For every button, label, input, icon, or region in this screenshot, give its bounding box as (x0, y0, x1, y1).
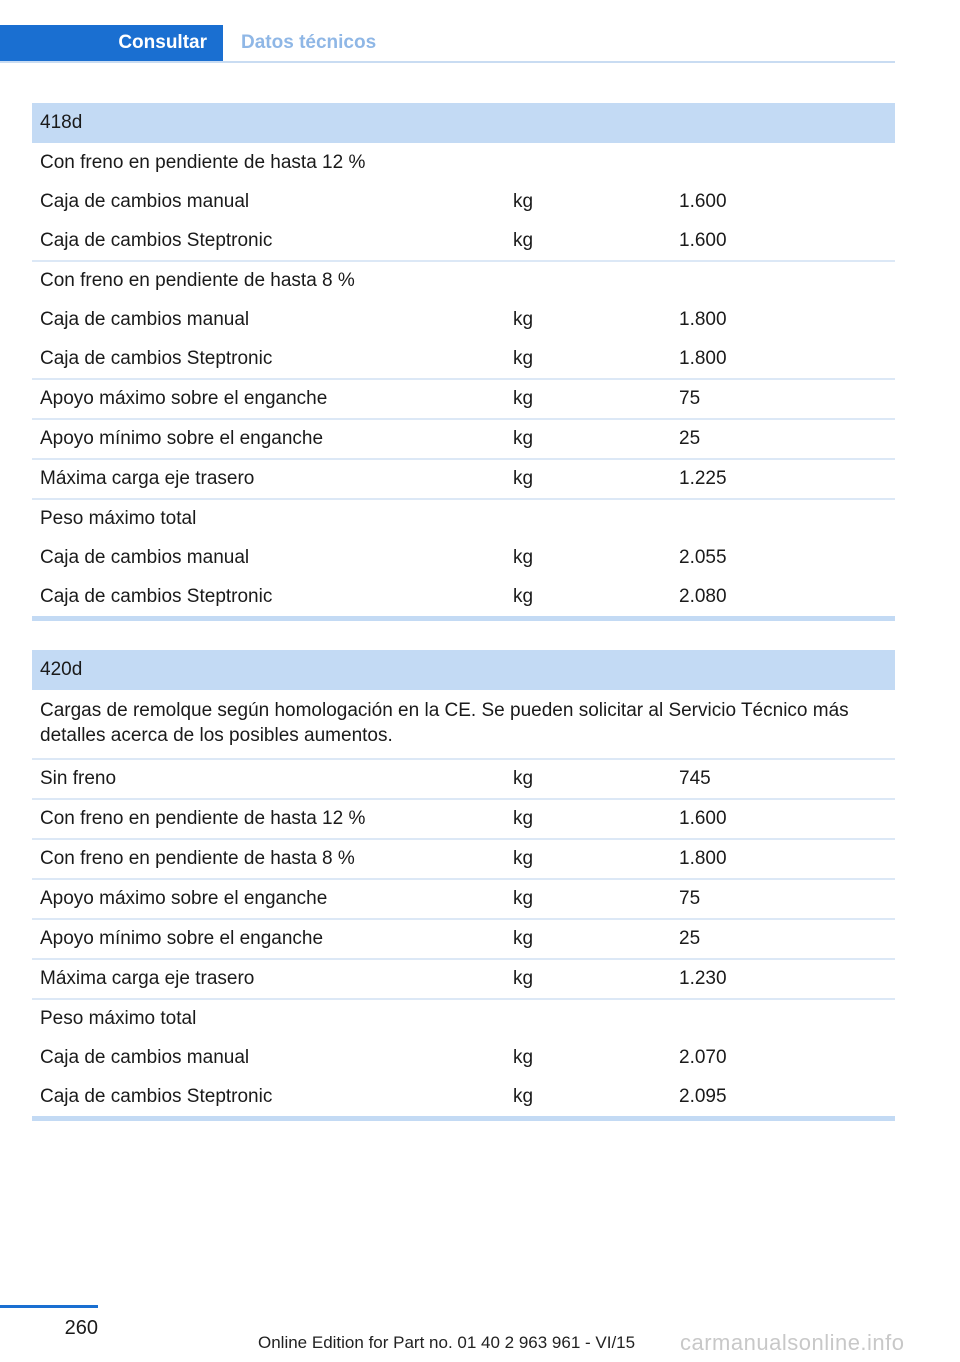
cell-unit: kg (513, 347, 534, 369)
cell-label: Con freno en pendiente de hasta 12 % (40, 808, 366, 829)
cell-unit: kg (513, 546, 534, 568)
cell-label: Sin freno (40, 768, 117, 789)
cell-value: 75 (679, 888, 701, 909)
cell-label: Apoyo mínimo sobre el enganche (40, 928, 324, 949)
cell-unit: kg (513, 428, 534, 449)
table-end-bar (32, 616, 895, 621)
table-row (32, 1077, 895, 1116)
table-row (32, 958, 895, 998)
table-row (32, 378, 895, 418)
table-row (32, 878, 895, 918)
spec-table-420d (32, 650, 895, 1121)
cell-value: 2.080 (679, 585, 727, 607)
cell-unit: kg (513, 1085, 534, 1107)
table-row (32, 918, 895, 958)
table-row (32, 143, 895, 182)
footer-accent-line (0, 1305, 98, 1308)
cell-label: Caja de cambios manual (40, 308, 250, 330)
page-number: 260 (64, 1317, 98, 1339)
cell-unit: kg (513, 190, 534, 212)
table-row (32, 458, 895, 498)
table-row (32, 758, 895, 798)
cell-label: Caja de cambios manual (40, 1046, 250, 1068)
cell-value: 1.230 (679, 968, 727, 989)
cell-value: 25 (679, 428, 701, 449)
table-title: 418d (32, 103, 895, 143)
cell-value: 2.055 (679, 546, 727, 568)
cell-value: 2.070 (679, 1046, 727, 1068)
cell-unit: kg (513, 808, 534, 829)
cell-value: 1.600 (679, 229, 727, 251)
table-row (32, 182, 895, 221)
table-row (32, 221, 895, 260)
cell-label: Apoyo mínimo sobre el enganche (40, 428, 324, 449)
cell-value: 2.095 (679, 1085, 727, 1107)
cell-value: 75 (679, 388, 701, 409)
cell-label: Caja de cambios Steptronic (40, 347, 273, 369)
cell-label: Caja de cambios Steptronic (40, 585, 273, 607)
table-end-bar (32, 1116, 895, 1121)
cell-unit: kg (513, 768, 534, 789)
cell-label: Máxima carga eje trasero (40, 468, 255, 489)
table-note: Cargas de remolque según homologación en la CE. Se pueden solicitar al Servicio Técnico más detalles acerca de los posibles aumentos. (40, 700, 849, 746)
cell-label: Con freno en pendiente de hasta 12 % (40, 151, 366, 173)
cell-label: Peso máximo total (40, 1008, 197, 1029)
cell-value: 1.225 (679, 468, 727, 489)
watermark: carmanualsonline.info (680, 1330, 905, 1355)
cell-unit: kg (513, 308, 534, 330)
cell-label: Con freno en pendiente de hasta 8 % (40, 848, 355, 869)
tab-consultar[interactable]: Consultar (0, 25, 223, 61)
table-row (32, 538, 895, 577)
cell-label: Caja de cambios Steptronic (40, 1085, 273, 1107)
cell-label: Máxima carga eje trasero (40, 968, 255, 989)
cell-label: Caja de cambios Steptronic (40, 229, 273, 251)
cell-label: Caja de cambios manual (40, 190, 250, 212)
cell-value: 1.600 (679, 190, 727, 212)
cell-unit: kg (513, 928, 534, 949)
cell-unit: kg (513, 585, 534, 607)
cell-unit: kg (513, 229, 534, 251)
table-row (32, 498, 895, 538)
table-row (32, 838, 895, 878)
edition-note: Online Edition for Part no. 01 40 2 963 961 - VI/15 (258, 1333, 636, 1352)
table-row (32, 577, 895, 616)
cell-value: 1.800 (679, 848, 727, 869)
table-row (32, 998, 895, 1038)
table-row (32, 1038, 895, 1077)
page-header (0, 25, 895, 63)
table-row (32, 300, 895, 339)
cell-label: Con freno en pendiente de hasta 8 % (40, 270, 355, 291)
cell-value: 1.800 (679, 347, 727, 369)
table-row (32, 418, 895, 458)
cell-value: 745 (679, 768, 711, 789)
table-row (32, 260, 895, 300)
cell-value: 25 (679, 928, 701, 949)
cell-unit: kg (513, 888, 534, 909)
cell-unit: kg (513, 848, 534, 869)
cell-value: 1.600 (679, 808, 727, 829)
cell-label: Caja de cambios manual (40, 546, 250, 568)
cell-label: Peso máximo total (40, 508, 197, 529)
table-title: 420d (32, 650, 895, 690)
table-row (32, 798, 895, 838)
cell-unit: kg (513, 388, 534, 409)
spec-table-418d (32, 103, 895, 621)
cell-unit: kg (513, 968, 534, 989)
cell-unit: kg (513, 468, 534, 489)
table-row (32, 339, 895, 378)
cell-label: Apoyo máximo sobre el enganche (40, 888, 328, 909)
cell-label: Apoyo máximo sobre el enganche (40, 388, 328, 409)
cell-unit: kg (513, 1046, 534, 1068)
tab-datos-tecnicos[interactable]: Datos técnicos (241, 32, 377, 53)
cell-value: 1.800 (679, 308, 727, 330)
